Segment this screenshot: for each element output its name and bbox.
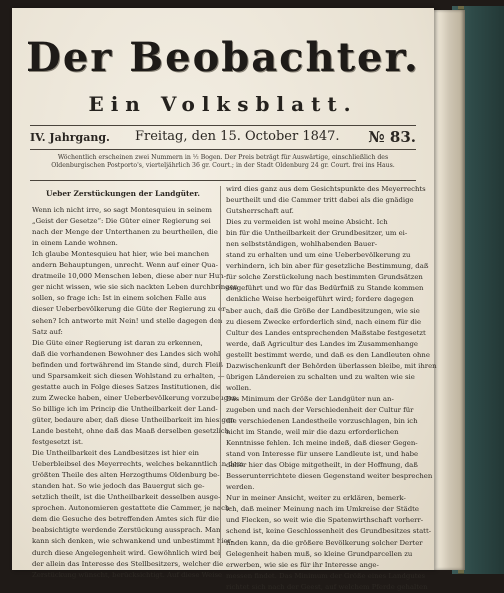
text-line: nach der Menge der Unterthanen zu beurtheilen, die (32, 228, 218, 237)
text-line: übrigen Ländereien zu schalten und zu walten wie sie (226, 372, 415, 381)
text-line: befinden und fortwährend im Stande sind, durch Fleiß (32, 360, 223, 369)
text-line: Besserunterrichtete diesen Gegenstand weiter besprechen (226, 472, 433, 481)
text-line: ich, daß meiner Meinung nach im Umkreise der Städte (226, 505, 419, 514)
text-line: der allein das Interesse des Stellbesitzers, welcher die (32, 559, 224, 568)
text-line: setzlich theilt, ist die Untheilbarkeit desselben ausge- (32, 493, 221, 502)
text-line: beabsichtigte werdende Zerstückung aussprach. Man (32, 526, 221, 535)
rule-top (30, 125, 416, 126)
text-line: durch diese Angelegenheit wird. Gewöhnlich wird bei (32, 548, 221, 557)
article-headline: Ueber Zerstückungen der Landgüter. (46, 189, 200, 198)
text-line: daß die vorhandenen Bewohner des Landes sich wohl (32, 349, 221, 358)
text-line: Gelegenheit haben muß, so kleine Grundparcellen zu (226, 549, 413, 558)
subscription-notice: Wöchentlich erscheinen zwei Nummern in ½ Bogen. Der Preis beträgt für Auswärtige, einschließlich des Oldenburgischen Postporto's, vierteljährlich 36 gr. Court.; in der Stadt Oldenburg 24 gr. Court. frei ins Haus. (51, 154, 395, 170)
text-line: güter, bedaure aber, daß diese Untheilbarkeit im hiesigen (32, 415, 235, 424)
text-line: finden kann, da die größere Bevölkerung solcher Derter (226, 538, 423, 547)
column-divider (220, 186, 221, 558)
text-line: Gutsherrschaft auf. (226, 207, 294, 216)
issue-year: IV. Jahrgang. (30, 131, 110, 144)
text-line: kann sich denken, wie schwankend und unbestimmt hier- (32, 537, 234, 546)
rule-bottom (30, 180, 416, 181)
rule-middle (30, 149, 416, 150)
text-line: gestellt bestimmt werde, und daß es den Landleuten ohne (226, 350, 430, 359)
text-line: bin für die Untheilbarkeit der Grundbesitzer, um ei- (226, 229, 408, 238)
text-line: sprochen. Autonomieren gestattete die Cammer, je nach- (32, 504, 232, 513)
text-line: Cultur des Landes entsprechenden Maßstabe festgesetzt (226, 328, 426, 337)
text-line: beurtheilt und die Cammer tritt dabei als die gnädige (226, 196, 414, 205)
text-line: dem die Gesuche des betreffenden Amtes sich für die (32, 515, 220, 524)
text-line: dratmeile 10,000 Menschen leben, diese aber nur Hun- (32, 272, 227, 281)
text-line: in einem Lande wohnen. (32, 239, 118, 248)
issue-number: № 83. (368, 128, 416, 146)
text-line: die verschiedenen Landestheile vorzuschlagen, bin ich (226, 416, 418, 425)
column-right (226, 184, 437, 593)
text-line: messen findet. Das Minimum der Größe eines Landgutes (226, 571, 426, 580)
text-line: Ueberbleibsel des Meyerrechts, welches bekanntlich in dem (32, 460, 244, 469)
text-line: ger nicht wissen, wie sie sich nackten Leben durchbringen (32, 283, 239, 292)
text-line: Zerstückung wünscht, berücksichtigt. Auf diese Weise (32, 570, 223, 579)
text-line: dieser Ueberbevölkerung die Güte der Regierung zu er- (32, 305, 228, 314)
text-line: So billige ich im Princip die Untheilbarkeit der Land- (32, 404, 218, 413)
text-line: größten Theile des alten Herzogthums Oldenburg be- (32, 471, 220, 480)
text-line: gestatte auch in Folge dieses Satzes Institutionen, die (32, 382, 222, 391)
text-line: und Flecken, so weit wie die Spatenwirthschaft vorherr- (226, 516, 424, 525)
text-line: schend ist, keine Geschlossenheit des Grundbesitzes statt- (226, 527, 432, 536)
text-line: erwerben, wie sie es für ihr Interesse ange- (226, 560, 379, 569)
text-line: für solche Zerstückelung nach bestimmten Grundsätzen (226, 273, 423, 282)
text-line: daher hier das Obige mitgetheilt, in der Hoffnung, daß (226, 461, 418, 470)
article-body-right (226, 184, 437, 593)
text-line: zu diesem Zwecke erforderlich sind, nach einem für die (226, 317, 422, 326)
text-line: Wenn ich nicht irre, so sagt Montesquieu in seinem (32, 206, 212, 215)
text-line: Nur in meiner Ansicht, weiter zu erklären, bemerk- (226, 494, 406, 503)
text-line: wollen. (226, 383, 252, 392)
text-line: werde, daß Agricultur des Landes im Zusammenhange (226, 339, 418, 348)
text-line: Kenntnisse fehlen. Ich meine indeß, daß dieser Gegen- (226, 439, 418, 448)
text-line: sehen? Ich antworte mit Nein! und stelle dagegen den (32, 316, 223, 325)
text-line: stand zu erhalten und um eine Ueberbevölkerung zu (226, 251, 411, 260)
newspaper-page (12, 8, 437, 591)
text-line: aber auch, daß die Größe der Landbesitzungen, wie sie (226, 306, 420, 315)
text-line: andern Behauptungen, unrecht. Wenn auf einer Qua- (32, 261, 218, 270)
text-line: zum Zwecke haben, einer Ueberbevölkerung vorzubeugen. (32, 393, 239, 402)
text-line: Das Minimum der Größe der Landgüter nun an- (226, 394, 394, 403)
issue-date: Freitag, den 15. October 1847. (135, 129, 340, 144)
text-line: wird dies ganz aus dem Gesichtspunkte des Meyerrechts (226, 185, 426, 193)
text-line: Lande besteht, ohne daß das Maaß derselben gesetzlich (32, 426, 230, 435)
text-line: Die Güte einer Regierung ist daran zu erkennen, (32, 338, 203, 347)
text-line: nicht im Stande, weil mir die dazu erforderlichen (226, 428, 399, 437)
text-line: stand von Interesse für unsere Landleute ist, und habe (226, 450, 419, 459)
masthead-title: Der Beobachter. (26, 34, 420, 81)
text-line: verhindern, ich bin aber für gesetzliche Bestimmung, daß (226, 262, 429, 271)
text-line: werden. (226, 483, 255, 492)
text-line: denkliche Weise herbeigeführt wird; fordere dagegen (226, 295, 414, 304)
text-line: Ich glaube Montesquieu hat hier, wie bei manchen (32, 250, 210, 259)
text-line: Dazwischenkunft der Behörden überlassen bleibe, mit ihren (226, 361, 437, 370)
text-line: sollen, so frage ich: Ist in einem solchen Falle aus (32, 294, 207, 303)
text-line: standen hat. So wie jedoch das Bauergut sich ge- (32, 482, 205, 491)
text-line: Dies zu vermeiden ist wohl meine Absicht. Ich (226, 218, 388, 227)
text-line: nen selbstständigen, wohlhabenden Bauer- (226, 240, 378, 249)
text-line: festgesetzt ist. (32, 438, 84, 447)
text-line: eingeführt und wo für das Bedürfniß zu Stande kommen (226, 284, 424, 293)
text-line: richtet sich nach der Geest, auf welchem Pferde gehalten (226, 582, 428, 591)
text-line: Die Untheilbarkeit des Landbesitzes ist hier ein (32, 449, 199, 458)
text-line: Satz auf: (32, 327, 63, 336)
masthead-subtitle: Ein Volksblatt. (88, 92, 358, 116)
issue-line (30, 129, 416, 147)
text-line: „Geist der Gesetze“: Die Güter einer Regierung sei (32, 217, 211, 226)
text-line: zugeben und nach der Verschiedenheit der Cultur für (226, 405, 414, 414)
text-line: und Sparsamkeit sich diesen Wohlstand zu erhalten, — (32, 371, 225, 380)
